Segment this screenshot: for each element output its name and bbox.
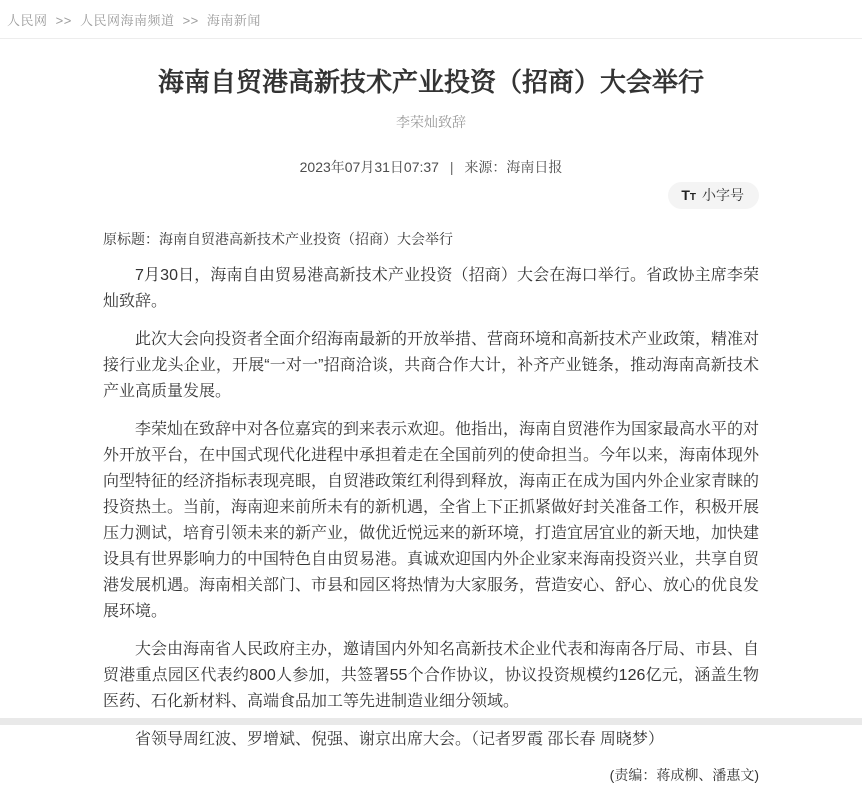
font-size-icon: TT (681, 186, 696, 203)
article-title: 海南自贸港高新技术产业投资（招商）大会举行 (157, 67, 704, 97)
article-subtitle: 李荣灿致辞 (396, 113, 466, 130)
breadcrumb-separator: >> (182, 13, 199, 28)
editor-note: (责编：蒋成柳、潘惠文) (609, 766, 759, 783)
article-toolbar (103, 182, 759, 209)
original-title-label: 原标题： (103, 230, 159, 247)
original-title-text: 海南自贸港高新技术产业投资（招商）大会举行 (159, 230, 453, 247)
source-name: 海南日报 (506, 158, 563, 175)
breadcrumb-link-peoples-daily[interactable]: 人民网 (7, 13, 48, 28)
breadcrumb-link-hainan-news[interactable]: 海南新闻 (206, 13, 261, 28)
article-paragraph-4: 大会由海南省人民政府主办，邀请国内外知名高新技术企业代表和海南各厅局、市县、自贸港重点园区代表约800人参加，共签署55个合作协议，协议投资规模约126亿元，涵盖生物医药、石化新材料、高端食品加工等先进制造业细分领域。 (103, 640, 760, 710)
original-title (103, 229, 759, 249)
article-meta (103, 157, 759, 177)
article-paragraph-3: 李荣灿在致辞中对各位嘉宾的到来表示欢迎。他指出，海南自贸港作为国家最高水平的对外开放平台，在中国式现代化进程中承担着走在全国前列的使命担当。今年以来，海南体现外向型特征的经济指标表现亮眼，自贸港政策红利得到释放，海南正在成为国内外企业家青睐的投资热土。当前，海南迎来前所未有的新机遇，全省上下正抓紧做好封关准备工作，积极开展压力测试，培育引领未来的新产业，做优近悦远来的新环境，打造宜居宜业的新天地，加快建设具有世界影响力的中国特色自由贸易港。真诚欢迎国内外企业家来海南投资兴业，共享自贸港发展机遇。海南相关部门、市县和园区将热情为大家服务，营造安心、舒心、放心的优良发展环境。 (103, 420, 760, 620)
breadcrumb (0, 0, 862, 38)
breadcrumb-link-hainan-channel[interactable]: 人民网海南频道 (79, 13, 175, 28)
source-label: 来源： (464, 158, 507, 175)
publish-datetime: 2023年07月31日07:37 (299, 158, 439, 175)
font-size-button-label: 小字号 (702, 186, 744, 203)
article-paragraph-5: 省领导周红波、罗增斌、倪强、谢京出席大会。（记者罗霞 邵长春 周晓梦） (135, 730, 664, 748)
breadcrumb-separator: >> (55, 13, 72, 28)
header-divider (0, 38, 862, 39)
article-body (103, 263, 759, 753)
font-size-button[interactable] (668, 182, 759, 209)
article-paragraph-1: 7月30日，海南自由贸易港高新技术产业投资（招商）大会在海口举行。省政协主席李荣灿致辞。 (103, 266, 759, 310)
article-container (103, 66, 759, 785)
page-bottom-strip (0, 718, 862, 725)
meta-separator: | (449, 158, 454, 175)
article-paragraph-2: 此次大会向投资者全面介绍海南最新的开放举措、营商环境和高新技术产业政策，精准对接行业龙头企业，开展“一对一”招商洽谈，共商合作大计，补齐产业链条，推动海南高新技术产业高质量发展。 (103, 330, 760, 400)
